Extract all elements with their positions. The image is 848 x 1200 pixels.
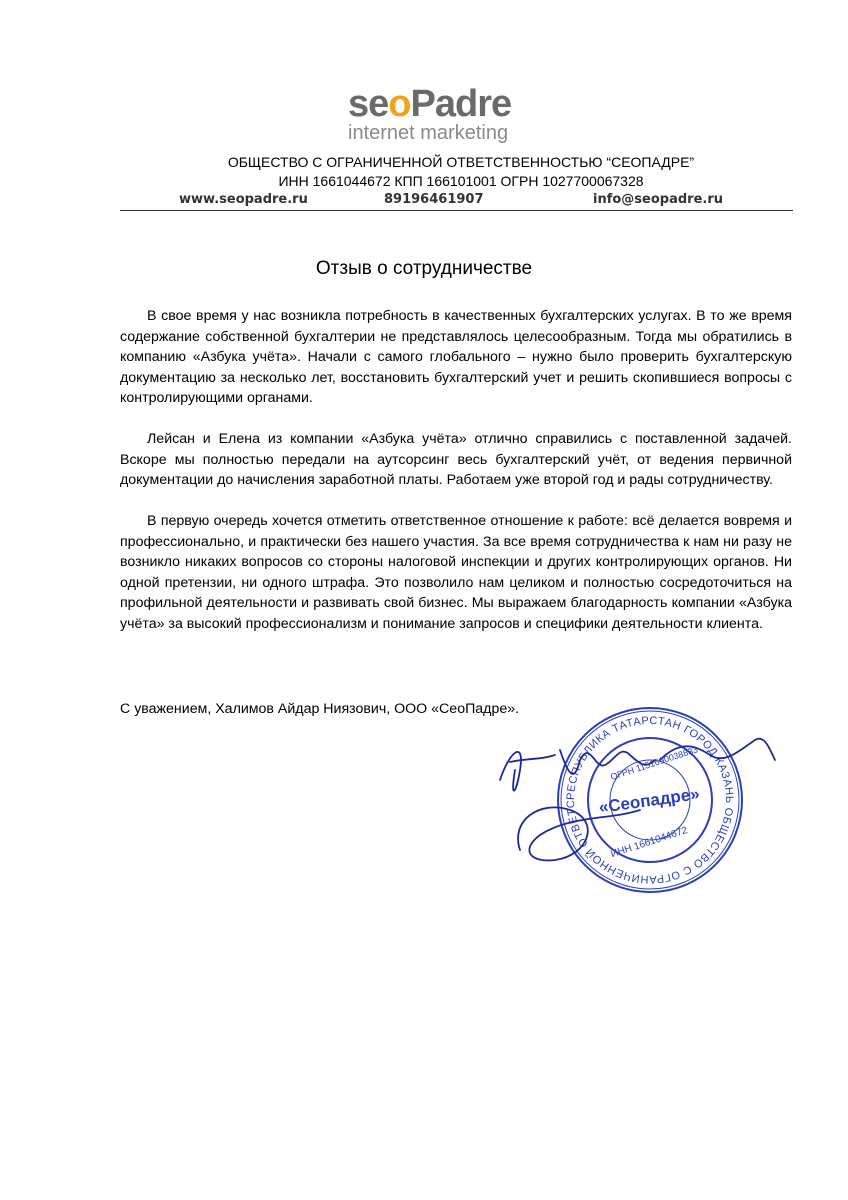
paragraph-1: В свое время у нас возникла потребность в качественных бухгалтерских услугах. В то же время содержание собственной бухгалтерии не представлялось целесообразным. Тогда мы обратились в компанию «Азбука учёта». Начали с самого глобального – нужно было проверить бухгалтерскую документацию за несколько лет, восстановить бухгалтерский учет и решить скопившиеся вопросы с контролирующими органами. xyxy=(120,308,792,406)
stamp-ring-text: РЕСПУБЛИКА ТАТАРСТАН ГОРОД КАЗАНЬ ОБЩЕСТВО С ОГРАНИЧЕННОЙ ОТВЕТС xyxy=(564,714,736,886)
website-link[interactable]: www.seopadre.ru xyxy=(179,192,308,207)
stamp-ogrn: ОГРН 1151690038833 xyxy=(609,744,700,783)
stamp-inn: ИНН 1661044672 xyxy=(609,825,689,861)
header-divider xyxy=(120,210,793,211)
company-requisites: ИНН 1661044672 КПП 166101001 ОГРН 1027700067328 xyxy=(278,173,644,189)
email-link[interactable]: info@seopadre.ru xyxy=(593,192,723,207)
company-name: ОБЩЕСТВО С ОГРАНИЧЕННОЙ ОТВЕТСТВЕННОСТЬЮ “СЕОПАДРЕ” xyxy=(227,154,695,170)
document-body xyxy=(120,306,792,655)
company-stamp xyxy=(480,700,810,900)
signature-and-stamp xyxy=(480,700,810,900)
phone-number: 89196461907 xyxy=(384,192,484,207)
closing-line: С уважением, Халимов Айдар Ниязович, ООО «СеоПадре». xyxy=(120,701,520,717)
document-title: Отзыв о сотрудничестве xyxy=(315,258,533,279)
company-logo xyxy=(330,84,590,144)
logo-wordmark: seoPadre xyxy=(348,83,512,125)
logo-tagline: internet marketing xyxy=(348,122,509,144)
paragraph-2: Лейсан и Елена из компании «Азбука учёта» отлично справились с поставленной задачей. Вскоре мы полностью передали на аутсорсинг весь бухгалтерский учёт, от ведения первичной документации до начисления заработной платы. Работаем уже второй год и рады сотрудничеству. xyxy=(120,431,792,488)
stamp-center-text: «Сеопадре» xyxy=(597,784,701,818)
paragraph-3: В первую очередь хочется отметить ответственное отношение к работе: всё делается вовремя и профессионально, и практически без нашего участия. За все время сотрудничества к нам ни разу не возникло никаких вопросов со стороны налоговой инспекции и других контролирующих органов. Ни одной претензии, ни одного штрафа. Это позволило нам целиком и полностью сосредоточиться на профильной деятельности и развивать свой бизнес. Мы выражаем благодарность компании «Азбука учёта» за высокий профессионализм и понимание запросов и специфики деятельности клиента. xyxy=(120,513,792,632)
